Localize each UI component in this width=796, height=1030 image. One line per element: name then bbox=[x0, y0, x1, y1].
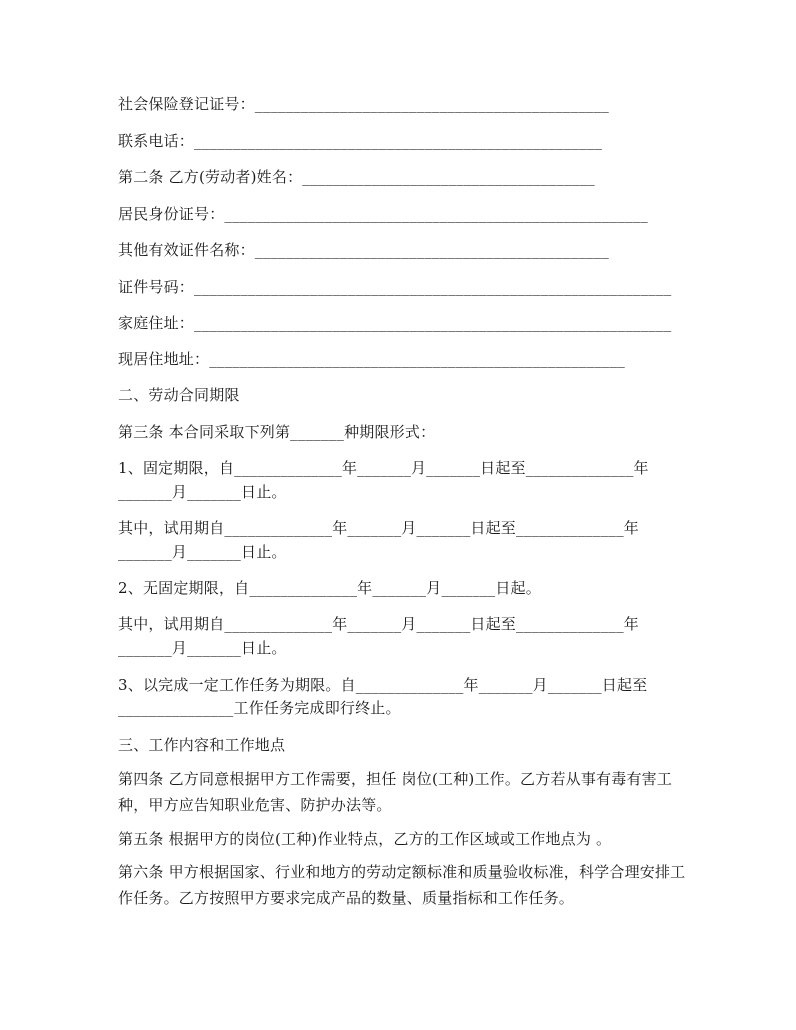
current-address-line: 现居住地址：______________________________________________________ bbox=[118, 350, 626, 368]
probation-open-line-2: _______月_______日止。 bbox=[118, 639, 287, 657]
social-insurance-number-line: 社会保险登记证号：______________________________________________ bbox=[118, 95, 610, 113]
section-heading-work-content: 三、工作内容和工作地点 bbox=[118, 736, 286, 754]
task-term-line-1: 3、以完成一定工作任务为期限。自______________年_______月_______日起至 bbox=[118, 676, 648, 694]
id-number-line: 居民身份证号：_______________________________________________________ bbox=[118, 205, 648, 223]
contact-phone-line: 联系电话：_____________________________________________________ bbox=[118, 132, 603, 150]
id-code-line: 证件号码：______________________________________________________________ bbox=[118, 278, 672, 296]
article-3-line: 第三条 本合同采取下列第_______种期限形式： bbox=[118, 423, 436, 441]
probation-open-line-1: 其中，试用期自______________年_______月_______日起至______________年 bbox=[118, 615, 640, 633]
fixed-term-line-1: 1、固定期限，自______________年_______月_______日起至______________年 bbox=[118, 459, 649, 477]
probation-line-1: 其中，试用期自______________年_______月_______日起至______________年 bbox=[118, 519, 640, 537]
section-heading-contract-term: 二、劳动合同期限 bbox=[118, 386, 240, 404]
other-id-name-line: 其他有效证件名称：______________________________________________ bbox=[118, 241, 610, 259]
article-4-paragraph: 第四条 乙方同意根据甲方工作需要，担任 岗位(工种)工作。乙方若从事有毒有害工种，甲方应告知职业危害、防护办法等。 bbox=[118, 770, 673, 814]
fixed-term-line-2: _______月_______日止。 bbox=[118, 483, 287, 501]
open-term-line: 2、无固定期限，自______________年_______月_______日起。 bbox=[118, 579, 541, 597]
probation-line-2: _______月_______日止。 bbox=[118, 543, 287, 561]
employee-name-line: 第二条 乙方(劳动者)姓名：______________________________________ bbox=[118, 168, 595, 186]
article-5-paragraph: 第五条 根据甲方的岗位(工种)作业特点，乙方的工作区域或工作地点为 。 bbox=[118, 830, 612, 848]
article-6-paragraph: 第六条 甲方根据国家、行业和地方的劳动定额标准和质量验收标准，科学合理安排工作任务。乙方按照甲方要求完成产品的数量、质量指标和工作任务。 bbox=[118, 863, 686, 907]
home-address-line: 家庭住址：______________________________________________________________ bbox=[118, 314, 672, 332]
task-term-line-2: _______________工作任务完成即行终止。 bbox=[118, 699, 401, 717]
